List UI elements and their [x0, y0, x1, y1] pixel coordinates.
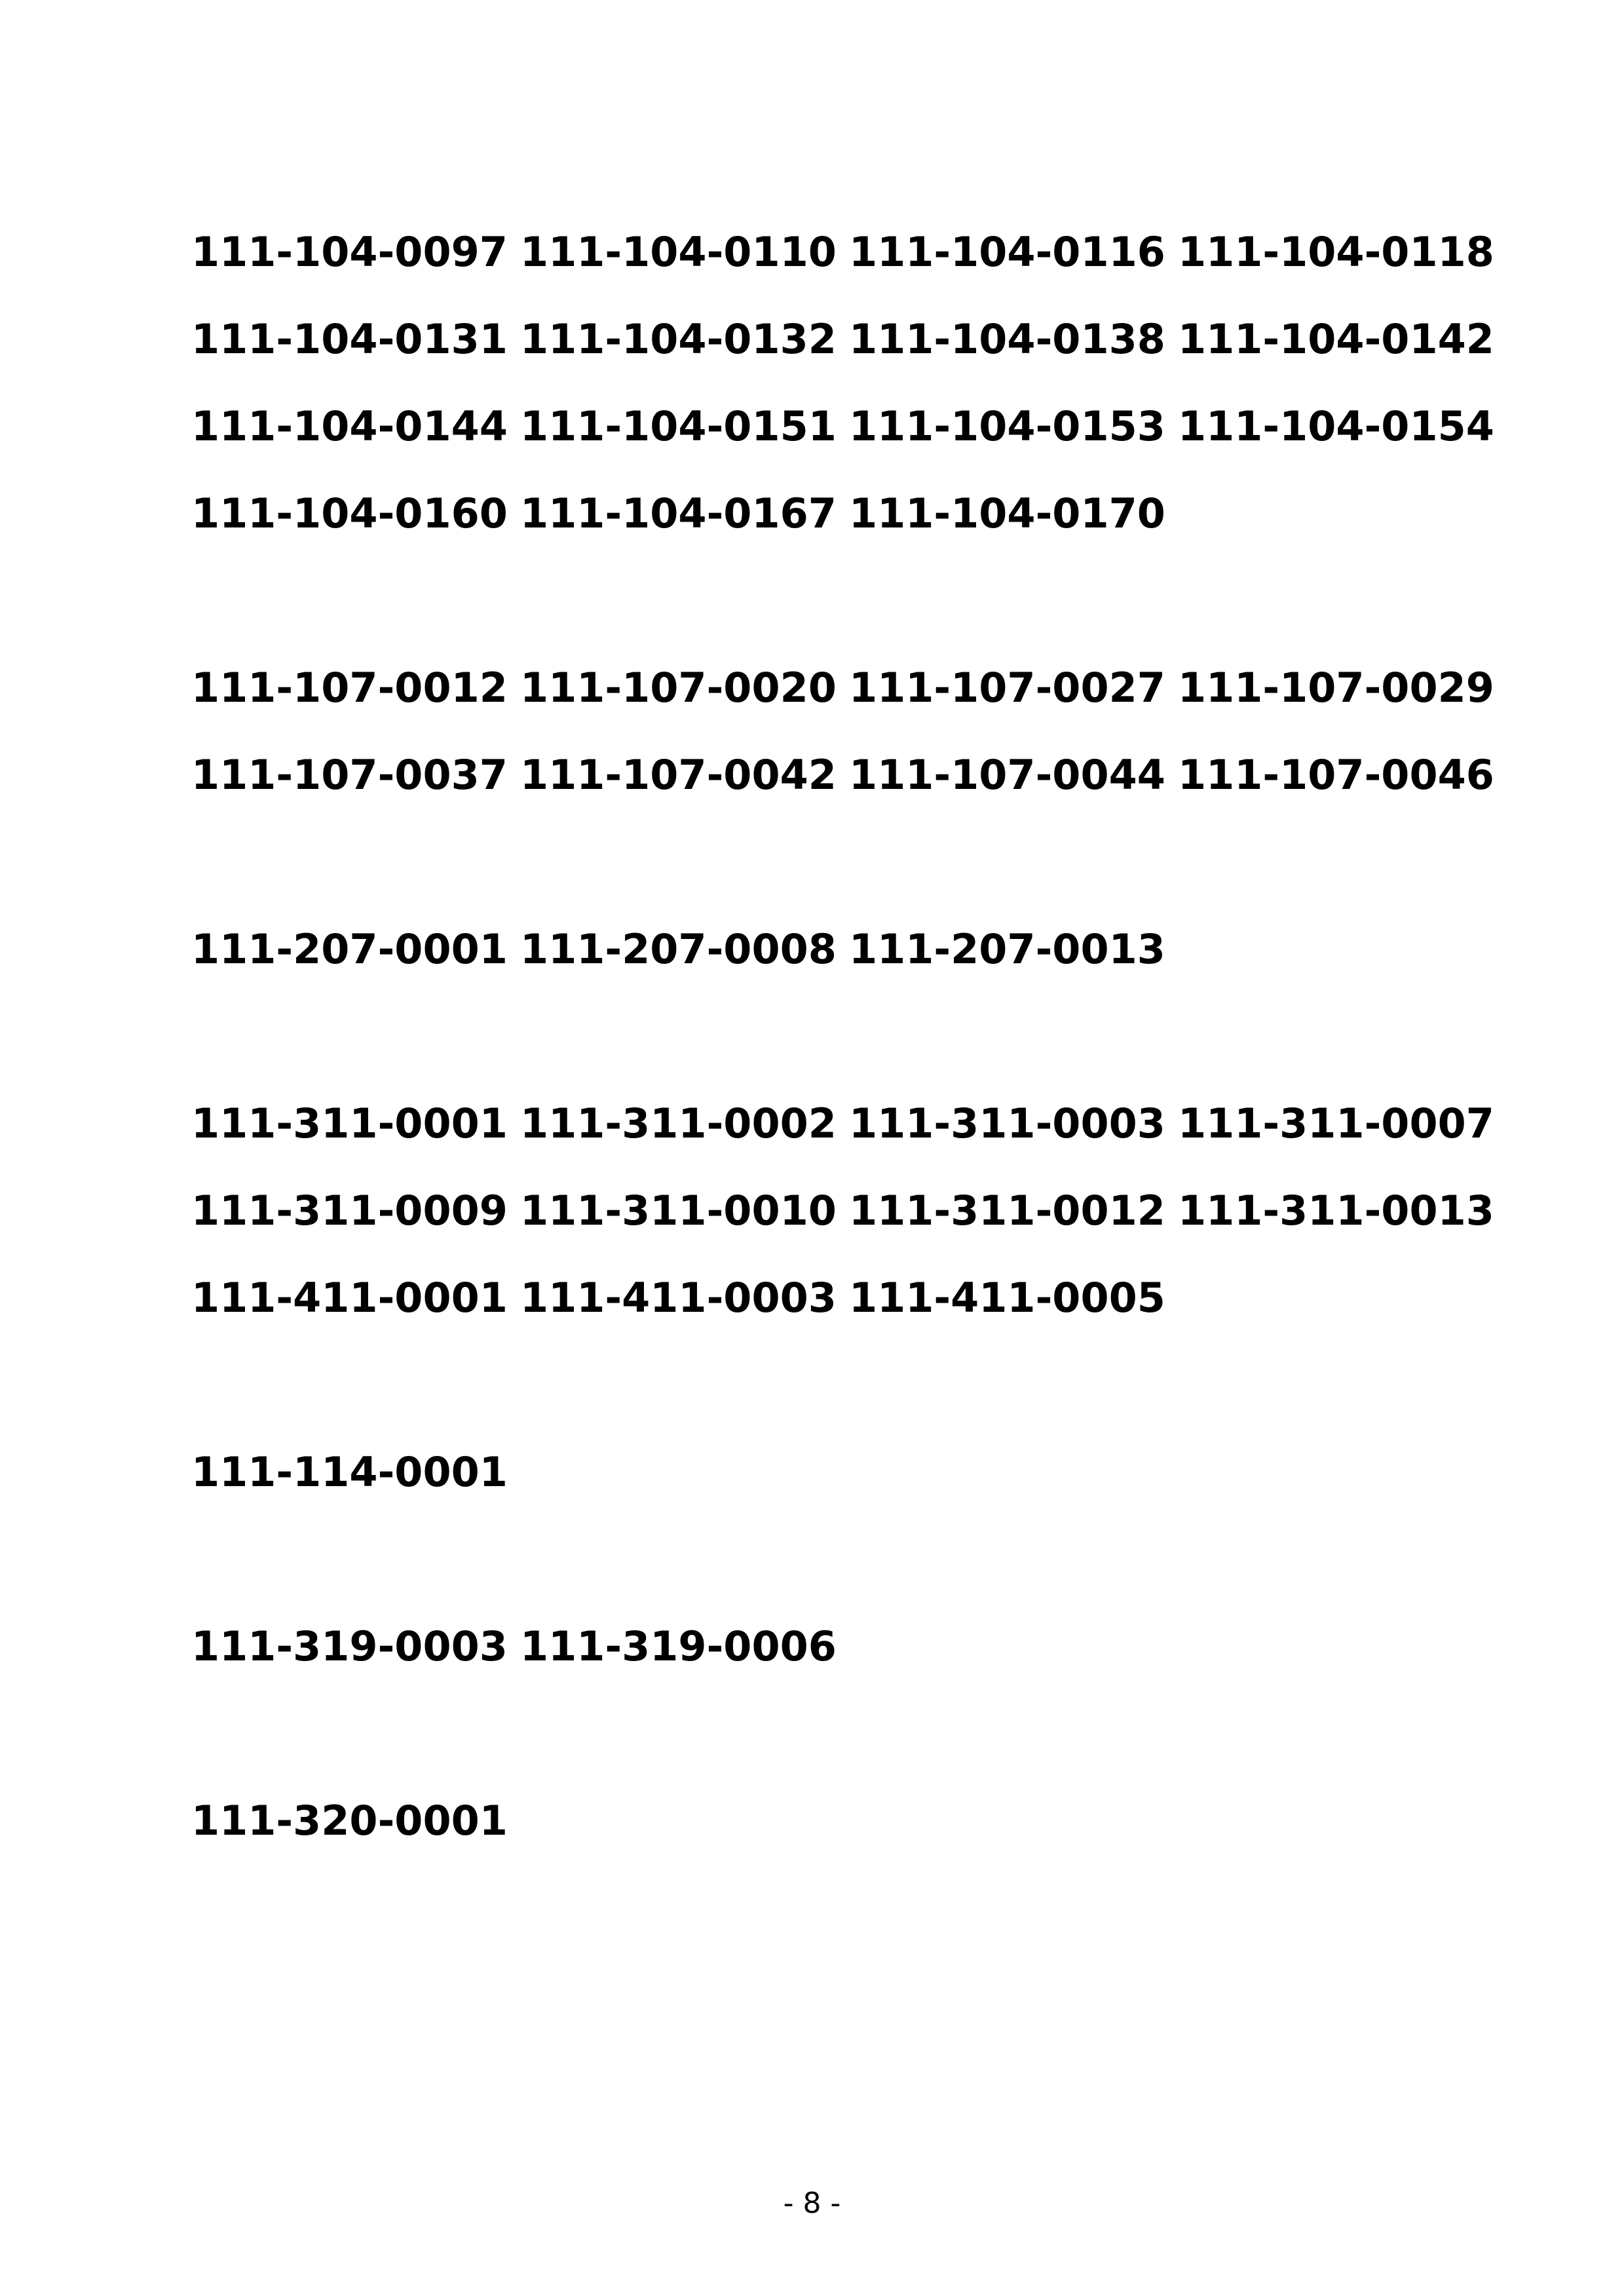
- code-item: 111-104-0170: [849, 489, 1165, 537]
- code-group: [191, 208, 1501, 557]
- code-item: 111-207-0001: [191, 925, 508, 973]
- code-row: [191, 1603, 1501, 1690]
- code-item: 111-311-0003: [849, 1099, 1165, 1147]
- code-item: 111-107-0012: [191, 663, 508, 712]
- code-item: 111-104-0116: [849, 227, 1165, 276]
- code-item: 111-320-0001: [191, 1796, 508, 1845]
- code-item: 111-311-0012: [849, 1186, 1165, 1234]
- code-item: 111-107-0029: [1178, 663, 1494, 712]
- code-item: 111-104-0118: [1178, 227, 1494, 276]
- code-item: 111-311-0010: [520, 1186, 837, 1234]
- code-item: 111-107-0044: [849, 750, 1165, 799]
- group-spacer: [191, 1690, 1501, 1777]
- code-item: 111-104-0151: [520, 402, 837, 450]
- code-item: 111-311-0001: [191, 1099, 508, 1147]
- code-group: [191, 644, 1501, 818]
- code-item: 111-104-0142: [1178, 315, 1494, 363]
- code-item: 111-107-0046: [1178, 750, 1494, 799]
- code-item: 111-411-0001: [191, 1273, 508, 1322]
- code-item: 111-311-0009: [191, 1186, 508, 1234]
- code-item: 111-411-0005: [849, 1273, 1165, 1322]
- code-item: 111-104-0138: [849, 315, 1165, 363]
- code-row: [191, 644, 1501, 731]
- group-spacer: [191, 557, 1501, 644]
- code-item: 111-104-0154: [1178, 402, 1494, 450]
- code-item: 111-104-0097: [191, 227, 508, 276]
- code-item: 111-104-0144: [191, 402, 508, 450]
- code-item: 111-311-0002: [520, 1099, 837, 1147]
- code-item: 111-411-0003: [520, 1273, 837, 1322]
- code-row: [191, 906, 1501, 993]
- code-item: 111-319-0006: [520, 1622, 837, 1670]
- code-group: [191, 1080, 1501, 1341]
- code-row: [191, 1167, 1501, 1254]
- code-row: [191, 208, 1501, 296]
- code-row: [191, 470, 1501, 557]
- code-row: [191, 731, 1501, 818]
- code-item: 111-104-0131: [191, 315, 508, 363]
- code-item: 111-114-0001: [191, 1447, 508, 1496]
- code-item: 111-104-0153: [849, 402, 1165, 450]
- group-spacer: [191, 993, 1501, 1080]
- code-row: [191, 1254, 1501, 1341]
- code-row: [191, 1428, 1501, 1516]
- code-item: 111-104-0160: [191, 489, 508, 537]
- code-item: 111-104-0132: [520, 315, 837, 363]
- code-item: 111-311-0007: [1178, 1099, 1494, 1147]
- code-group: [191, 906, 1501, 993]
- code-item: 111-107-0037: [191, 750, 508, 799]
- code-item: 111-311-0013: [1178, 1186, 1494, 1234]
- code-group: [191, 1603, 1501, 1690]
- code-item: 111-107-0020: [520, 663, 837, 712]
- code-item: 111-207-0008: [520, 925, 837, 973]
- code-item: 111-107-0042: [520, 750, 837, 799]
- code-row: [191, 383, 1501, 470]
- code-row: [191, 1777, 1501, 1864]
- code-row: [191, 296, 1501, 383]
- code-item: 111-104-0167: [520, 489, 837, 537]
- code-group: [191, 1777, 1501, 1864]
- code-list: [191, 208, 1501, 1864]
- code-item: 111-104-0110: [520, 227, 837, 276]
- code-item: 111-207-0013: [849, 925, 1165, 973]
- group-spacer: [191, 1516, 1501, 1603]
- page-number: - 8 -: [783, 2187, 841, 2220]
- code-item: 111-319-0003: [191, 1622, 508, 1670]
- group-spacer: [191, 818, 1501, 906]
- code-row: [191, 1080, 1501, 1167]
- group-spacer: [191, 1341, 1501, 1428]
- code-group: [191, 1428, 1501, 1516]
- code-item: 111-107-0027: [849, 663, 1165, 712]
